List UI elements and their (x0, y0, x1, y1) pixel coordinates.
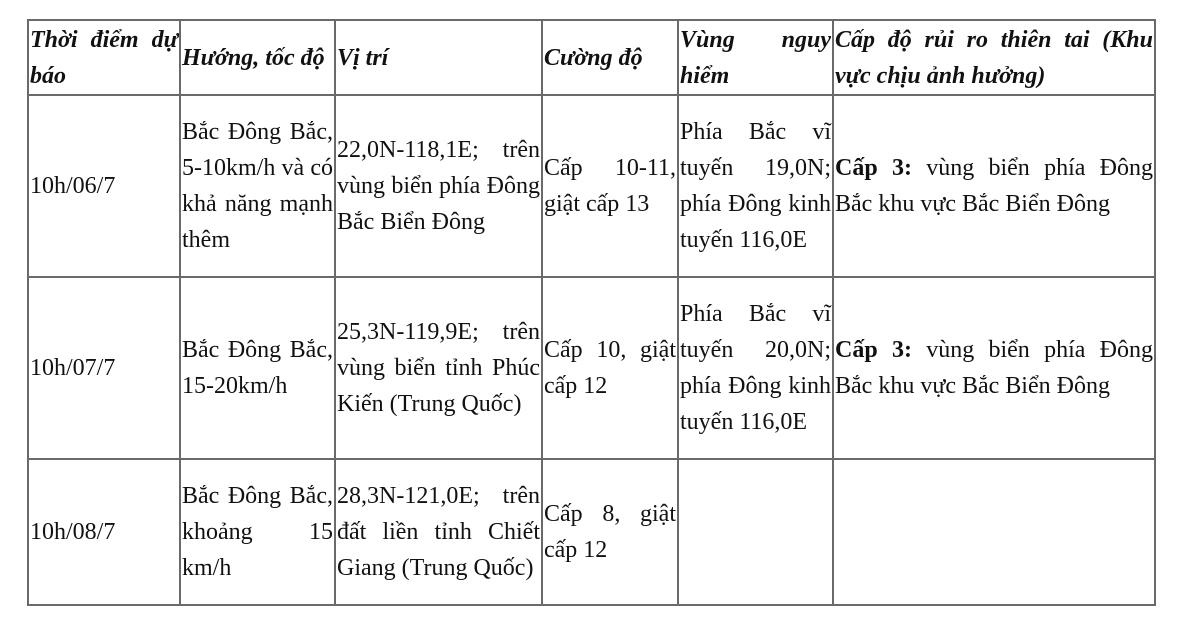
header-risk-level: Cấp độ rủi ro thiên tai (Khu vực chịu ảnh hưởng) (833, 20, 1155, 95)
risk-level-text: vùng biển phía Đông Bắc khu vực Bắc Biển Đông (835, 337, 1154, 399)
cell-danger-zone: Phía Bắc vĩ tuyến 19,0N; phía Đông kinh tuyến 116,0E (678, 95, 833, 277)
cell-direction: Bắc Đông Bắc, 15-20km/h (180, 277, 335, 459)
cell-intensity: Cấp 10-11, giật cấp 13 (542, 95, 678, 277)
cell-danger-zone: Phía Bắc vĩ tuyến 20,0N; phía Đông kinh tuyến 116,0E (678, 277, 833, 459)
cell-time: 10h/07/7 (28, 277, 180, 459)
header-direction: Hướng, tốc độ (180, 20, 335, 95)
table-row (28, 95, 1155, 277)
header-row (28, 20, 1155, 95)
header-position: Vị trí (335, 20, 542, 95)
cell-risk-level (833, 277, 1155, 459)
forecast-table (27, 19, 1156, 606)
cell-risk-level (833, 95, 1155, 277)
cell-position: 28,3N-121,0E; trên đất liền tỉnh Chiết Giang (Trung Quốc) (335, 459, 542, 605)
cell-intensity: Cấp 8, giật cấp 12 (542, 459, 678, 605)
header-time: Thời điểm dự báo (28, 20, 180, 95)
cell-danger-zone (678, 459, 833, 605)
cell-position: 25,3N-119,9E; trên vùng biển tỉnh Phúc Kiến (Trung Quốc) (335, 277, 542, 459)
cell-intensity: Cấp 10, giật cấp 12 (542, 277, 678, 459)
cell-time: 10h/06/7 (28, 95, 180, 277)
cell-time: 10h/08/7 (28, 459, 180, 605)
header-danger-zone: Vùng nguy hiểm (678, 20, 833, 95)
cell-position: 22,0N-118,1E; trên vùng biển phía Đông Bắc Biển Đông (335, 95, 542, 277)
risk-level-label: Cấp 3: (835, 155, 912, 181)
table-row (28, 277, 1155, 459)
table-row (28, 459, 1155, 605)
cell-direction: Bắc Đông Bắc, khoảng 15 km/h (180, 459, 335, 605)
cell-direction: Bắc Đông Bắc, 5-10km/h và có khả năng mạnh thêm (180, 95, 335, 277)
header-intensity: Cường độ (542, 20, 678, 95)
cell-risk-level (833, 459, 1155, 605)
risk-level-label: Cấp 3: (835, 337, 912, 363)
risk-level-text: vùng biển phía Đông Bắc khu vực Bắc Biển Đông (835, 155, 1154, 217)
